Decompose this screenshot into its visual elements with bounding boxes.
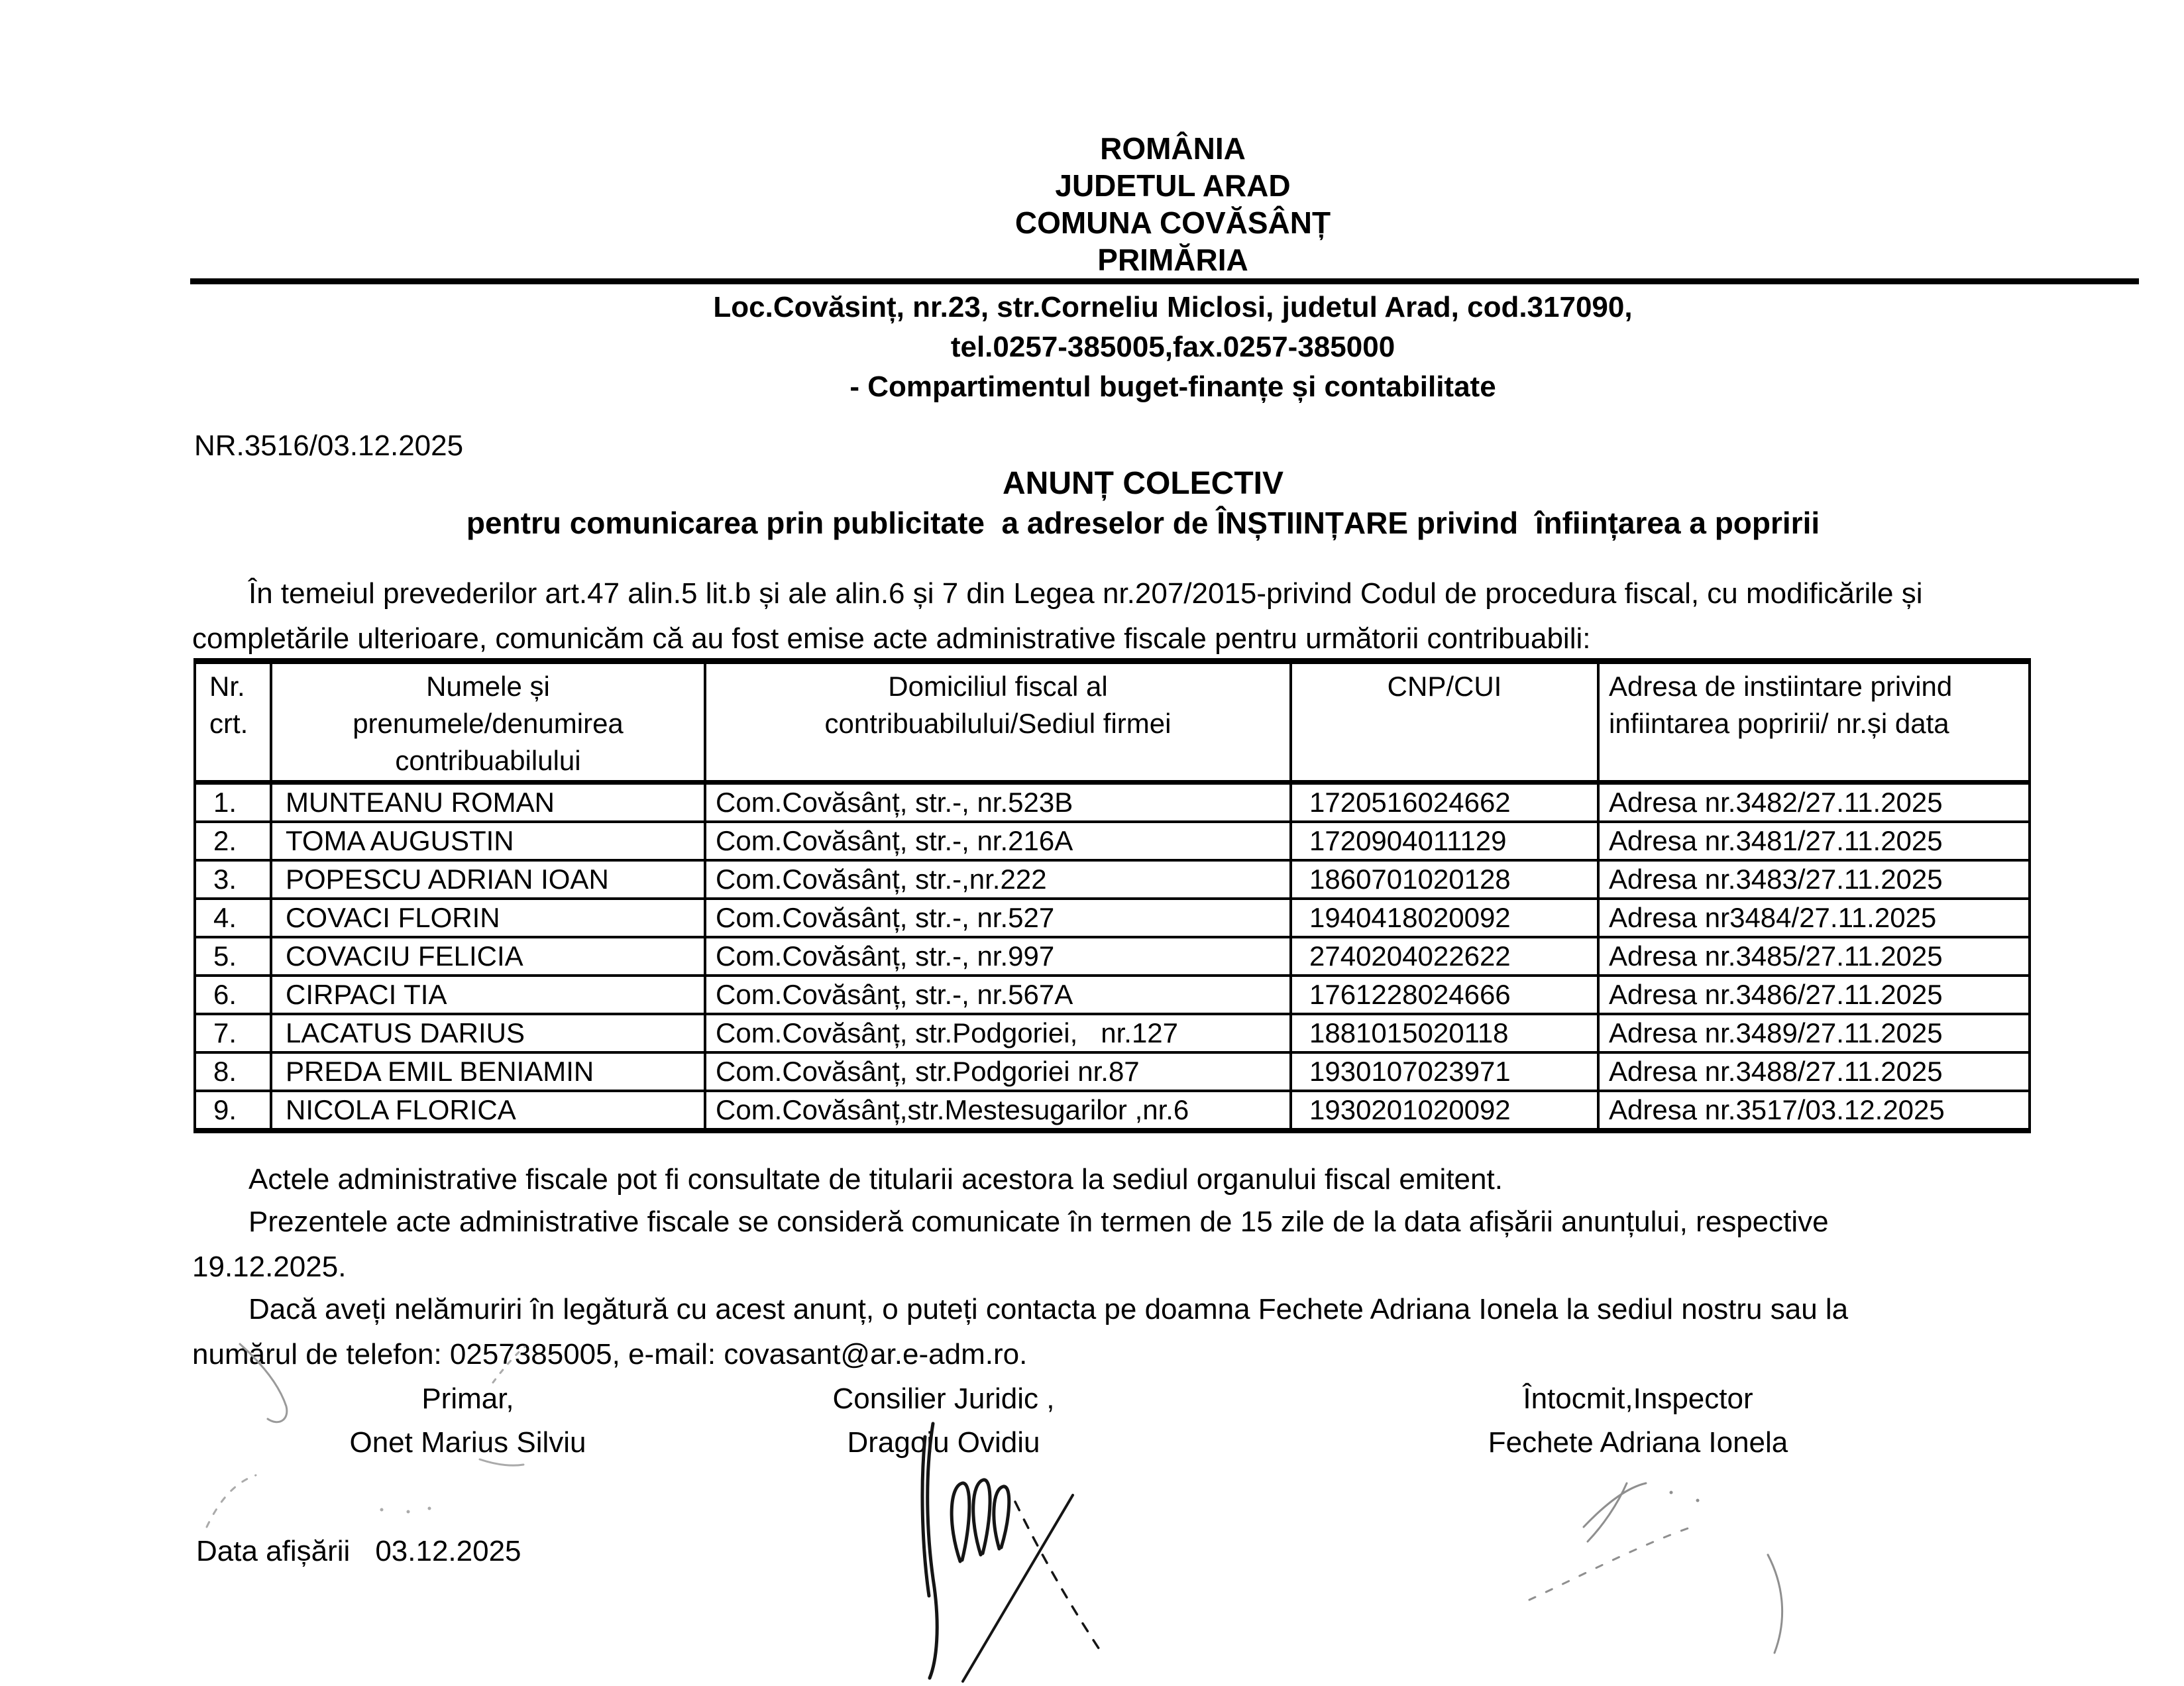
table-row [195,1091,2030,1131]
intro-line-1: În temeiul prevederilor art.47 alin.5 lit.b și ale alin.6 și 7 din Legea nr.207/2015-privind Codul de procedura fiscal, cu modificările și [248,577,1923,610]
cell-nr: 4. [195,899,271,937]
cell-name: PREDA EMIL BENIAMIN [271,1052,705,1091]
cell-adresa: Adresa nr.3486/27.11.2025 [1598,976,2030,1014]
cell-address: Com.Covăsânț, str.-, nr.216A [705,822,1291,860]
cell-address: Com.Covăsânț, str.Podgoriei, nr.127 [705,1014,1291,1052]
signature-name: Onet Marius Silviu [349,1426,586,1459]
cell-name: NICOLA FLORICA [271,1091,705,1131]
signature-block-inspector [1373,1377,1903,1465]
cell-cnp: 2740204022622 [1291,937,1598,976]
posting-date-value: 03.12.2025 [375,1535,521,1567]
contribuabili-table [193,658,2031,1133]
cell-cnp: 1881015020118 [1291,1014,1598,1052]
contact-phone-line: tel.0257-385005,fax.0257-385000 [950,331,1395,363]
cell-name: CIRPACI TIA [271,976,705,1014]
cell-address: Com.Covăsânț,str.Mestesugarilor ,nr.6 [705,1091,1291,1131]
table-row [195,976,2030,1014]
contact-dept-line: - Compartimentul buget-finanțe și contabilitate [849,370,1496,403]
cell-cnp: 1761228024666 [1291,976,1598,1014]
signature-role: Întocmit,Inspector [1523,1382,1753,1415]
cell-name: TOMA AUGUSTIN [271,822,705,860]
cell-adresa: Adresa nr.3485/27.11.2025 [1598,937,2030,976]
table-row [195,937,2030,976]
cell-address: Com.Covăsânț, str.-, nr.523B [705,783,1291,822]
cell-nr: 9. [195,1091,271,1131]
signature-name: Dragoiu Ovidiu [847,1426,1040,1459]
posting-date-label: Data afișării [196,1535,351,1567]
cell-address: Com.Covăsânț, str.-, nr.527 [705,899,1291,937]
cell-nr: 6. [195,976,271,1014]
note-contact: Dacă aveți nelămuriri în legătură cu acest anunț, o puteți contacta pe doamna Fechete Adriana Ionela la sediul nostru sau la numărul de telefon: 0257385005, e-mail: covasant@ar.e-adm.ro. [192,1293,1849,1371]
cell-adresa: Adresa nr.3483/27.11.2025 [1598,860,2030,899]
cell-cnp: 1720904011129 [1291,822,1598,860]
cell-nr: 8. [195,1052,271,1091]
cell-adresa: Adresa nr.3517/03.12.2025 [1598,1091,2030,1131]
letterhead [162,130,2184,278]
cell-adresa: Adresa nr.3488/27.11.2025 [1598,1052,2030,1091]
cell-name: LACATUS DARIUS [271,1014,705,1052]
cell-nr: 7. [195,1014,271,1052]
posting-date-line [196,1535,521,1568]
col-header-nr: Nr. crt. [195,661,271,783]
cell-address: Com.Covăsânț, str.Podgoriei nr.87 [705,1052,1291,1091]
cell-name: POPESCU ADRIAN IOAN [271,860,705,899]
cell-address: Com.Covăsânț, str.-,nr.222 [705,860,1291,899]
table-row [195,860,2030,899]
table-header-row [195,661,2030,783]
cell-cnp: 1860701020128 [1291,860,1598,899]
signature-block-primar [203,1377,733,1465]
intro-line-2: completările ulterioare, comunicăm că au fost emise acte administrative fiscale pentru următorii contribuabili: [192,622,1591,655]
letterhead-line-commune: COMUNA COVĂSÂNȚ [1014,205,1331,240]
letterhead-line-country: ROMÂNIA [1100,131,1246,166]
cell-name: COVACI FLORIN [271,899,705,937]
cell-cnp: 1940418020092 [1291,899,1598,937]
pencil-mark-inspector [1529,1483,1782,1653]
table-row [195,783,2030,822]
registration-number: NR.3516/03.12.2025 [194,429,464,462]
cell-adresa: Adresa nr.3482/27.11.2025 [1598,783,2030,822]
document-subtitle: pentru comunicarea prin publicitate a adreselor de ÎNȘTIINȚARE privind înființarea a popririi [466,506,1820,540]
cell-cnp: 1720516024662 [1291,783,1598,822]
cell-address: Com.Covăsânț, str.-, nr.567A [705,976,1291,1014]
col-header-name: Numele și prenumele/denumirea contribuabilului [271,661,705,783]
col-header-address: Domiciliul fiscal al contribuabilului/Sediul firmei [705,661,1291,783]
table-row [195,1052,2030,1091]
signature-role: Consilier Juridic , [832,1382,1055,1415]
col-header-cnp: CNP/CUI [1291,661,1598,783]
table-row [195,1014,2030,1052]
letterhead-contact [162,288,2184,407]
document-title: ANUNȚ COLECTIV [1003,466,1283,501]
table-row [195,822,2030,860]
cell-nr: 2. [195,822,271,860]
signature-role: Primar, [421,1382,514,1415]
cell-nr: 3. [195,860,271,899]
contact-address-line: Loc.Covăsinț, nr.23, str.Corneliu Miclosi, judetul Arad, cod.317090, [713,291,1633,323]
letterhead-line-cityhall: PRIMĂRIA [1097,243,1248,277]
cell-cnp: 1930201020092 [1291,1091,1598,1131]
letterhead-rule [190,278,2139,284]
cell-nr: 1. [195,783,271,822]
cell-cnp: 1930107023971 [1291,1052,1598,1091]
note-consultation: Actele administrative fiscale pot fi consultate de titularii acestora la sediul organului fiscal emitent. [248,1163,1503,1196]
cell-nr: 5. [195,937,271,976]
letterhead-line-county: JUDETUL ARAD [1055,168,1291,203]
intro-paragraph [192,571,2101,661]
note-communication: Prezentele acte administrative fiscale se consideră comunicate în termen de 15 zile de la data afișării anunțului, respective 19.12.2025. [192,1206,1829,1283]
col-header-adresa: Adresa de instiintare privind infiintarea popririi/ nr.și data [1598,661,2030,783]
signature-name: Fechete Adriana Ionela [1488,1426,1788,1459]
cell-adresa: Adresa nr.3489/27.11.2025 [1598,1014,2030,1052]
signature-block-consilier [679,1377,1209,1465]
table-row [195,899,2030,937]
cell-address: Com.Covăsânț, str.-, nr.997 [705,937,1291,976]
cell-name: COVACIU FELICIA [271,937,705,976]
cell-adresa: Adresa nr3484/27.11.2025 [1598,899,2030,937]
cell-name: MUNTEANU ROMAN [271,783,705,822]
cell-adresa: Adresa nr.3481/27.11.2025 [1598,822,2030,860]
